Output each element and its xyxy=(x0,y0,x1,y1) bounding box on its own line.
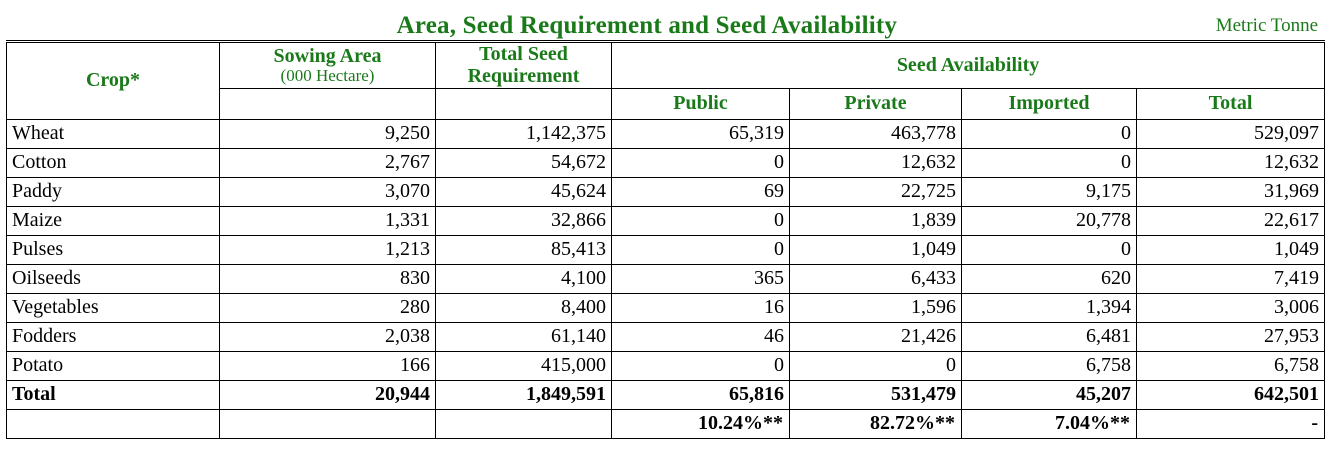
cell-total: 3,006 xyxy=(1137,294,1325,323)
cell-public-percent: 10.24%** xyxy=(612,410,790,439)
table-row xyxy=(7,265,1325,294)
cell-requirement: 85,413 xyxy=(436,236,612,265)
cell-crop: Potato xyxy=(7,352,220,381)
table-row xyxy=(7,323,1325,352)
column-header-sowing-area-spacer xyxy=(220,89,436,120)
cell-imported-percent: 7.04%** xyxy=(962,410,1137,439)
cell-private-percent: 82.72%** xyxy=(790,410,962,439)
title-row xyxy=(0,0,1330,40)
cell-area: 166 xyxy=(220,352,436,381)
column-header-sowing-area-line1: Sowing Area xyxy=(273,44,382,67)
cell-imported: 0 xyxy=(962,236,1137,265)
column-header-imported: Imported xyxy=(962,89,1137,120)
page-title: Area, Seed Requirement and Seed Availability xyxy=(396,12,898,39)
cell-public: 0 xyxy=(612,207,790,236)
table-percent-row xyxy=(7,410,1325,439)
cell-total: 22,617 xyxy=(1137,207,1325,236)
cell-total: 31,969 xyxy=(1137,178,1325,207)
table-total-row xyxy=(7,381,1325,410)
cell-imported: 6,481 xyxy=(962,323,1137,352)
cell-requirement: 8,400 xyxy=(436,294,612,323)
cell-total: 529,097 xyxy=(1137,120,1325,149)
table-row xyxy=(7,207,1325,236)
cell-public-total: 65,816 xyxy=(612,381,790,410)
cell-imported-total: 45,207 xyxy=(962,381,1137,410)
cell-area: 1,213 xyxy=(220,236,436,265)
column-header-crop: Crop* xyxy=(7,42,220,120)
table-row xyxy=(7,352,1325,381)
cell-private: 0 xyxy=(790,352,962,381)
column-header-total-seed-line1: Total Seed xyxy=(479,43,568,65)
table-row xyxy=(7,120,1325,149)
table-row xyxy=(7,294,1325,323)
column-header-private: Private xyxy=(790,89,962,120)
column-header-total: Total xyxy=(1137,89,1325,120)
cell-requirement: 61,140 xyxy=(436,323,612,352)
cell-requirement: 54,672 xyxy=(436,149,612,178)
cell-imported: 6,758 xyxy=(962,352,1137,381)
cell-requirement: 4,100 xyxy=(436,265,612,294)
cell-public: 365 xyxy=(612,265,790,294)
cell-public: 0 xyxy=(612,236,790,265)
cell-crop: Pulses xyxy=(7,236,220,265)
cell-total-percent: - xyxy=(1137,410,1325,439)
cell-total: 6,758 xyxy=(1137,352,1325,381)
cell-area: 3,070 xyxy=(220,178,436,207)
cell-area: 9,250 xyxy=(220,120,436,149)
column-header-total-seed-requirement xyxy=(436,42,612,89)
cell-crop: Vegetables xyxy=(7,294,220,323)
cell-total: 12,632 xyxy=(1137,149,1325,178)
cell-private-total: 531,479 xyxy=(790,381,962,410)
cell-crop: Cotton xyxy=(7,149,220,178)
seed-data-table xyxy=(6,40,1325,439)
cell-area: 830 xyxy=(220,265,436,294)
column-header-sowing-area-line2: (000 Hectare) xyxy=(280,66,375,86)
cell-public: 46 xyxy=(612,323,790,352)
cell-imported: 620 xyxy=(962,265,1137,294)
cell-crop: Fodders xyxy=(7,323,220,352)
cell-public: 16 xyxy=(612,294,790,323)
cell-public: 0 xyxy=(612,149,790,178)
table-row xyxy=(7,149,1325,178)
cell-requirement: 32,866 xyxy=(436,207,612,236)
column-header-seed-availability: Seed Availability xyxy=(612,42,1325,89)
cell-public: 0 xyxy=(612,352,790,381)
cell-requirement: 415,000 xyxy=(436,352,612,381)
cell-public: 65,319 xyxy=(612,120,790,149)
cell-total: 7,419 xyxy=(1137,265,1325,294)
cell-area: 1,331 xyxy=(220,207,436,236)
cell-total: 1,049 xyxy=(1137,236,1325,265)
cell-requirement: 1,142,375 xyxy=(436,120,612,149)
cell-imported: 20,778 xyxy=(962,207,1137,236)
cell-area: 2,038 xyxy=(220,323,436,352)
cell-private: 21,426 xyxy=(790,323,962,352)
cell-crop: Wheat xyxy=(7,120,220,149)
cell-private: 1,596 xyxy=(790,294,962,323)
unit-label: Metric Tonne xyxy=(1215,15,1318,36)
cell-total-total: 642,501 xyxy=(1137,381,1325,410)
cell-area-percent xyxy=(220,410,436,439)
column-header-public: Public xyxy=(612,89,790,120)
cell-crop: Maize xyxy=(7,207,220,236)
cell-imported: 0 xyxy=(962,120,1137,149)
cell-private: 463,778 xyxy=(790,120,962,149)
cell-private: 22,725 xyxy=(790,178,962,207)
cell-private: 12,632 xyxy=(790,149,962,178)
cell-requirement: 45,624 xyxy=(436,178,612,207)
cell-imported: 9,175 xyxy=(962,178,1137,207)
table-header xyxy=(7,42,1325,120)
table-row xyxy=(7,236,1325,265)
cell-public: 69 xyxy=(612,178,790,207)
cell-area: 2,767 xyxy=(220,149,436,178)
cell-private: 1,049 xyxy=(790,236,962,265)
cell-area-total: 20,944 xyxy=(220,381,436,410)
cell-crop-percent xyxy=(7,410,220,439)
cell-crop-total: Total xyxy=(7,381,220,410)
cell-crop: Paddy xyxy=(7,178,220,207)
cell-imported: 0 xyxy=(962,149,1137,178)
table-body xyxy=(7,120,1325,439)
cell-imported: 1,394 xyxy=(962,294,1137,323)
cell-area: 280 xyxy=(220,294,436,323)
table-row xyxy=(7,178,1325,207)
column-header-sowing-area xyxy=(220,42,436,89)
cell-requirement-total: 1,849,591 xyxy=(436,381,612,410)
cell-crop: Oilseeds xyxy=(7,265,220,294)
cell-total: 27,953 xyxy=(1137,323,1325,352)
column-header-requirement-spacer xyxy=(436,89,612,120)
cell-private: 6,433 xyxy=(790,265,962,294)
column-header-total-seed-line2: Requirement xyxy=(467,64,580,87)
cell-requirement-percent xyxy=(436,410,612,439)
cell-private: 1,839 xyxy=(790,207,962,236)
